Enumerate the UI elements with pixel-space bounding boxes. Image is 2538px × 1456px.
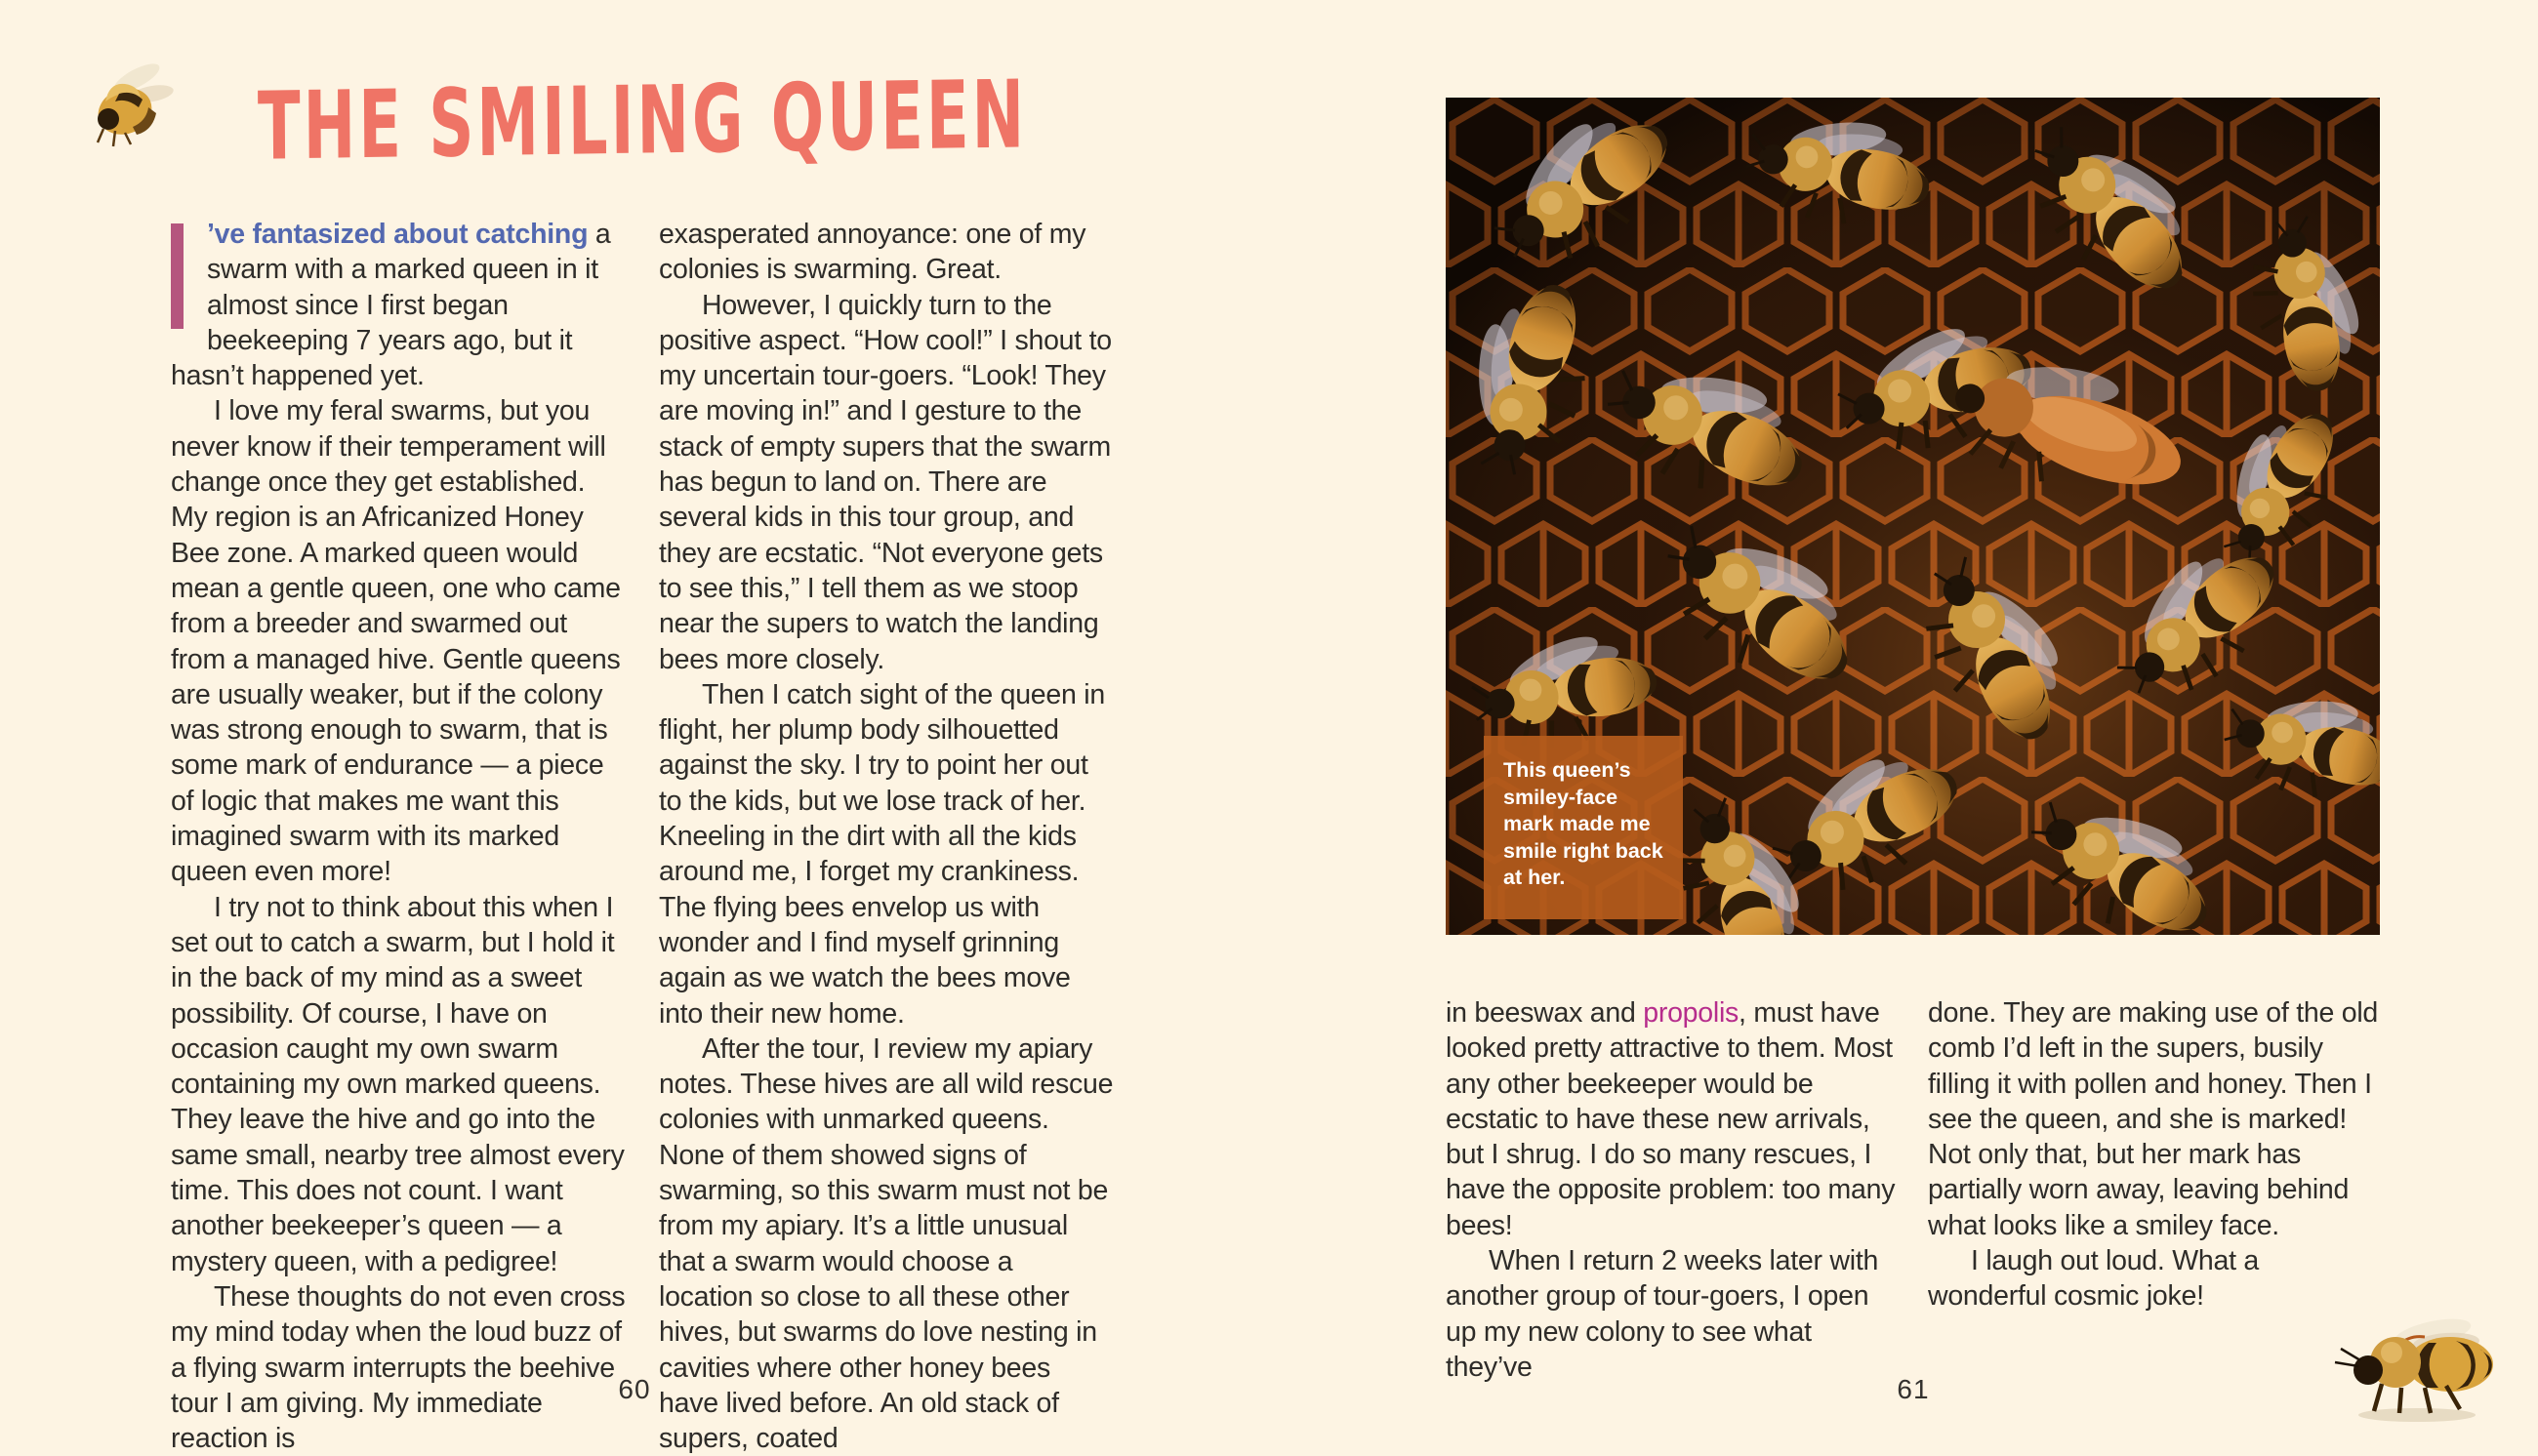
standing-bee-illustration <box>2331 1306 2502 1428</box>
right-page-column-1 <box>1446 995 1901 1385</box>
bees-on-comb-photo <box>1446 98 2380 935</box>
body-paragraph: After the tour, I review my apiary notes. These hives are all wild rescue colonies with unmarked queens. None of them showed signs of swarming, so this swarm must not be from my apiary. It’s a little unusual that a swarm would choose a location so close to all these other hives, but swarms do love nesting in cavities where other honey bees have lived before. An old stack of supers, coated <box>659 1032 1114 1455</box>
flying-bee-illustration <box>76 51 179 158</box>
body-paragraph: However, I quickly turn to the positive aspect. “How cool!” I shout to my uncertain tour-goers. “Look! They are moving in!” and I gesture to the stack of empty supers that the swarm has begun to land on. There are several kids in this tour group, and they are ecstatic. “Not everyone gets to see this,” I tell them as we stoop near the supers to watch the landing bees more closely. <box>659 289 1112 675</box>
body-paragraph: Then I catch sight of the queen in flight, her plump body silhouetted against the sky. I try to point her out to the kids, but we lose track of her. Kneeling in the dirt with all the kids around me, I forget my crankiness. The flying bees envelop us with wonder and I find myself grinning again as we watch the bees move into their new home. <box>659 678 1105 1030</box>
page-number-left: 60 <box>618 1374 651 1404</box>
photo-caption: This queen’s smiley-face mark made me smile right back at her. <box>1484 736 1683 919</box>
body-paragraph: done. They are making use of the old comb I’d left in the supers, busily filling it with pollen and honey. Then I see the queen, and she is marked! Not only that, but her mark has partially worn away, leaving behind what looks like a smiley face. <box>1928 997 2379 1241</box>
body-paragraph: I laugh out loud. What a wonderful cosmic joke! <box>1928 1245 2260 1313</box>
body-paragraph: exasperated annoyance: one of my colonies is swarming. Great. <box>659 219 1086 286</box>
opening-paragraph <box>171 217 626 393</box>
body-paragraph: I love my feral swarms, but you never know if their temperament will change once they get established. My region is an Africanized Honey Bee zone. A marked queen would mean a gentle queen, one who came from a breeder and swarmed out from a managed hive. Gentle queens are usually weaker, but if the colony was strong enough to swarm, that is some mark of endurance — a piece of logic that makes me want this imagined swarm with its marked queen even more! <box>171 395 621 888</box>
page-title: THE SMILING QUEEN <box>257 61 1028 182</box>
body-paragraph: These thoughts do not even cross my mind today when the loud buzz of a flying swarm interrupts the beehive tour I am giving. My immediate reaction is <box>171 1280 626 1455</box>
body-paragraph <box>1446 995 1901 1243</box>
left-page-column-1 <box>171 217 626 1456</box>
paragraph-text: in beeswax and <box>1446 997 1644 1029</box>
opening-paragraph-text: a swarm with a marked queen in it almost since I first began beekeeping 7 years ago, but it hasn’t happened yet. <box>171 219 611 392</box>
body-paragraph: I try not to think about this when I set out to catch a swarm, but I hold it in the back of my mind as a sweet possibility. Of course, I have on occasion caught my own swarm containing my own marked queens. They leave the hive and go into the same small, nearby tree almost every time. This does not count. I want another beekeeper’s queen — a mystery queen, with a pedigree! <box>171 891 625 1277</box>
chapter-title-wrap <box>171 61 1114 182</box>
standing-bee-photo <box>2331 1306 2502 1428</box>
flying-bee-photo <box>76 51 179 158</box>
drop-cap-letter-i <box>171 223 184 329</box>
body-paragraph: When I return 2 weeks later with another group of tour-goers, I open up my new colony to see what they’ve <box>1446 1245 1879 1383</box>
right-page-column-2 <box>1928 995 2383 1314</box>
glossary-term-propolis: propolis <box>1643 997 1740 1029</box>
page-number-right: 61 <box>1897 1374 1930 1404</box>
left-page-column-2 <box>659 217 1114 1456</box>
lead-in-text: ’ve fantasized about catching <box>207 219 589 250</box>
paragraph-text: , must have looked pretty attractive to them. Most any other beekeeper would be ecstatic to have these new arrivals, but I shrug. I do so many rescues, I have the opposite problem: too many bees! <box>1446 997 1896 1241</box>
